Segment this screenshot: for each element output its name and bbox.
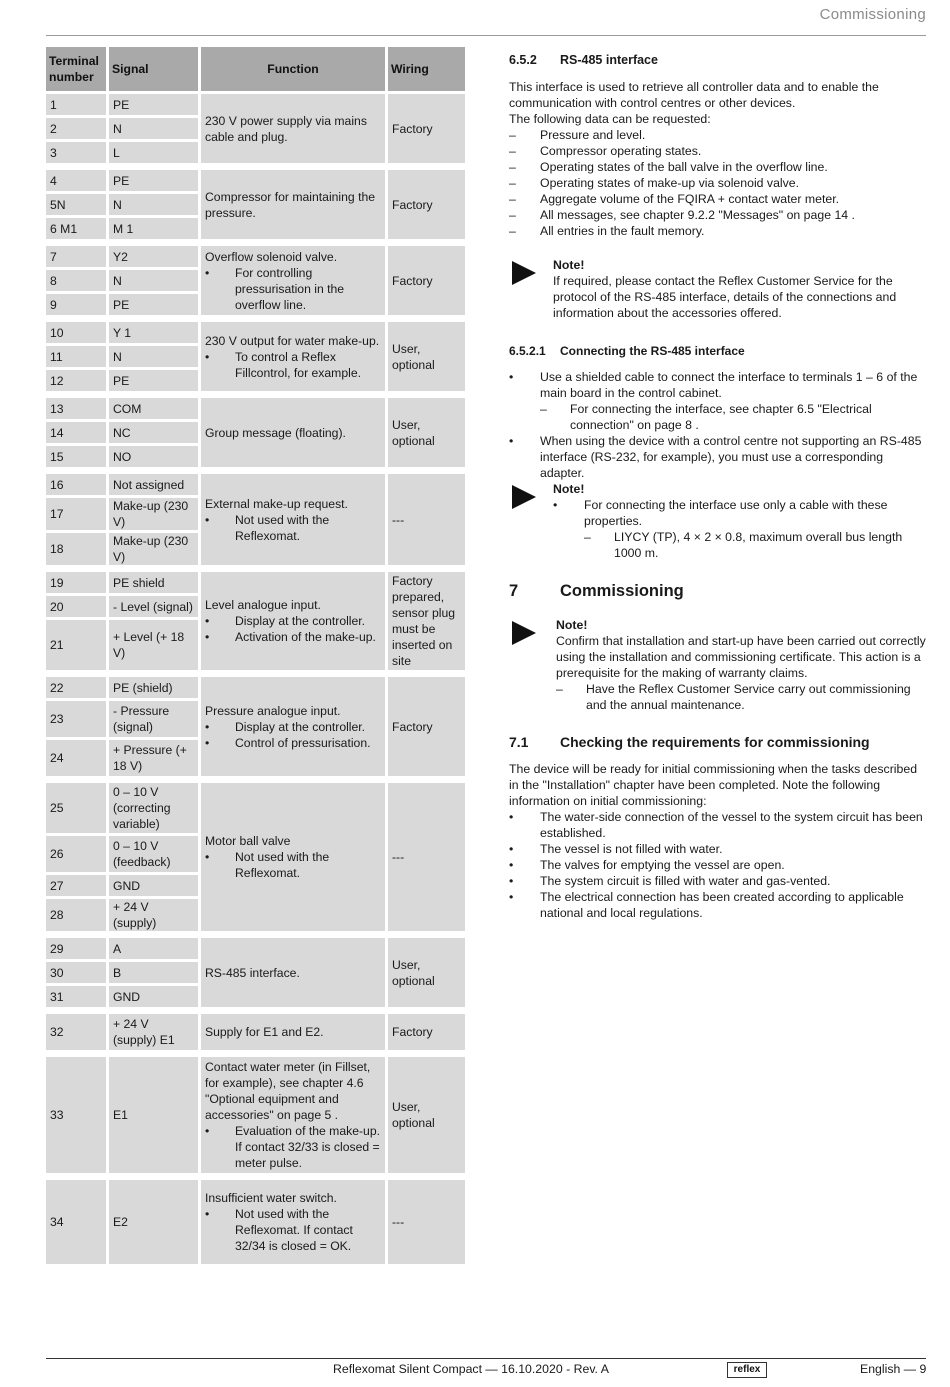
terminal-cell: 27 [46,875,106,896]
function-cell: 230 V power supply via mains cable and plug. [201,94,385,163]
terminal-cell: 23 [46,701,106,737]
list-item: – Operating states of make-up via solenoid valve. [509,175,929,191]
list-item: – Operating states of the ball valve in the overflow line. [509,159,929,175]
terminal-cell: 5N [46,194,106,215]
list-item: • The system circuit is filled with water and gas-vented. [509,873,929,889]
terminal-cell: 31 [46,986,106,1007]
table-row [46,94,465,115]
list-item: • The vessel is not filled with water. [509,841,929,857]
table-row [46,398,465,419]
wiring-cell: Factory [388,170,465,239]
terminal-cell: 13 [46,398,106,419]
signal-cell: N [109,346,198,367]
note-rs485: Note! If required, please contact the Reflex Customer Service for the protocol of the RS-485 interface, details of the connections and information about the accessories offered. [509,257,929,321]
table-header-row [46,47,465,91]
signal-cell: GND [109,986,198,1007]
signal-cell: A [109,938,198,959]
function-cell: Compressor for maintaining the pressure. [201,170,385,239]
table-row [46,572,465,593]
terminal-cell: 9 [46,294,106,315]
signal-cell: Not assigned [109,474,198,495]
wiring-cell: User, optional [388,938,465,1007]
requirements-list [509,809,929,921]
reflex-logo: reflex [727,1362,767,1378]
footer-document-title: Reflexomat Silent Compact — 16.10.2020 - Rev. A [333,1362,609,1376]
paragraph: The following data can be requested: [509,112,711,126]
signal-cell: - Level (signal) [109,596,198,617]
function-cell: 230 V output for water make-up. • To control a Reflex Fillcontrol, for example. [201,322,385,391]
signal-cell: N [109,194,198,215]
table-row [46,1057,465,1173]
terminal-table [43,44,468,1267]
list-item: • Use a shielded cable to connect the interface to terminals 1 – 6 of the main board in the control cabinet. – For connecting the interface, see chapter 6.5 "Electrical connection" on page 8 . [509,369,929,433]
table-row [46,677,465,698]
col-signal-header: Signal [109,47,198,91]
signal-cell: B [109,962,198,983]
section-checking [509,734,929,921]
signal-cell: Make-up (230 V) [109,533,198,565]
terminal-cell: 29 [46,938,106,959]
wiring-cell: --- [388,1180,465,1264]
signal-cell: E2 [109,1180,198,1264]
signal-cell: + Level (+ 18 V) [109,620,198,670]
list-item: – All messages, see chapter 9.2.2 "Messages" on page 14 . [509,207,929,223]
terminal-cell: 3 [46,142,106,163]
wiring-cell: Factory [388,94,465,163]
note-arrow-icon [512,621,536,645]
terminal-cell: 20 [46,596,106,617]
signal-cell: N [109,118,198,139]
function-cell: Group message (floating). [201,398,385,467]
function-cell: Supply for E1 and E2. [201,1014,385,1050]
page-header-title: Commissioning [819,6,926,23]
signal-cell: PE [109,294,198,315]
requestable-data-list [509,127,929,239]
table-row [46,246,465,267]
section-heading: 6.5.2.1 Connecting the RS-485 interface [509,344,745,358]
terminal-cell: 18 [46,533,106,565]
function-cell: Contact water meter (in Fillset, for example), see chapter 4.6 "Optional equipment and accessories" on page 5 . • Evaluation of the make-up. If contact 32/33 is closed = meter pulse. [201,1057,385,1173]
signal-cell: Y 1 [109,322,198,343]
wiring-cell: Factory [388,246,465,315]
terminal-cell: 14 [46,422,106,443]
function-cell: Motor ball valve • Not used with the Reflexomat. [201,783,385,931]
wiring-cell: Factory [388,1014,465,1050]
terminal-cell: 32 [46,1014,106,1050]
function-cell: External make-up request. • Not used with the Reflexomat. [201,474,385,565]
chapter-heading: 7 Commissioning [509,582,684,600]
terminal-cell: 7 [46,246,106,267]
footer-page-number: English — 9 [860,1362,927,1376]
terminal-cell: 16 [46,474,106,495]
paragraph: This interface is used to retrieve all controller data and to enable the communication with control centres or other devices. [509,80,879,110]
table-row [46,938,465,959]
list-subitem: – LIYCY (TP), 4 × 2 × 0.8, maximum overall bus length 1000 m. [584,529,929,561]
signal-cell: M 1 [109,218,198,239]
list-subitem: – For connecting the interface, see chapter 6.5 "Electrical connection" on page 8 . [540,401,929,433]
function-cell: Pressure analogue input. • Display at the controller. • Control of pressurisation. [201,677,385,776]
list-item: • The water-side connection of the vessel to the system circuit has been established. [509,809,929,841]
wiring-cell: User, optional [388,398,465,467]
note-connecting: Note! • For connecting the interface use only a cable with these properties. – LIYCY (TP), 4 × 2 × 0.8, maximum overall bus length 1000 m. [509,481,929,561]
table-row [46,170,465,191]
section-heading: 7.1 Checking the requirements for commissioning [509,734,870,750]
signal-cell: - Pressure (signal) [109,701,198,737]
signal-cell: + Pressure (+ 18 V) [109,740,198,776]
signal-cell: PE [109,370,198,391]
terminal-cell: 25 [46,783,106,833]
section-rs485 [509,52,929,239]
terminal-cell: 22 [46,677,106,698]
table-row [46,322,465,343]
terminal-cell: 30 [46,962,106,983]
wiring-cell: Factory prepared, sensor plug must be inserted on site [388,572,465,670]
terminal-cell: 8 [46,270,106,291]
terminal-cell: 21 [46,620,106,670]
signal-cell: N [109,270,198,291]
paragraph: The device will be ready for initial commissioning when the tasks described in the "Installation" chapter have been completed. Note the following information on initial commissioning: [509,762,918,808]
terminal-cell: 24 [46,740,106,776]
signal-cell: E1 [109,1057,198,1173]
wiring-cell: User, optional [388,1057,465,1173]
table-row [46,1180,465,1264]
note-arrow-icon [512,485,536,509]
terminal-cell: 26 [46,836,106,872]
list-item: – Compressor operating states. [509,143,929,159]
signal-cell: NC [109,422,198,443]
list-item: – Pressure and level. [509,127,929,143]
function-cell: RS-485 interface. [201,938,385,1007]
signal-cell: COM [109,398,198,419]
signal-cell: GND [109,875,198,896]
terminal-cell: 12 [46,370,106,391]
signal-cell: PE shield [109,572,198,593]
terminal-cell: 33 [46,1057,106,1173]
signal-cell: 0 – 10 V (correcting variable) [109,783,198,833]
note-arrow-icon [512,261,536,285]
footer-rule [46,1358,926,1359]
table-row [46,474,465,495]
signal-cell: Make-up (230 V) [109,498,198,530]
terminal-cell: 1 [46,94,106,115]
note-commissioning: Note! Confirm that installation and start-up have been carried out correctly using the installation and commissioning certificate. This action is a prerequisite for the making of warranty claims. – Have the Reflex Customer Service carry out commissioning and the annual maintenance. [509,617,929,713]
wiring-cell: --- [388,783,465,931]
section-commissioning [509,583,929,599]
terminal-cell: 17 [46,498,106,530]
terminal-cell: 19 [46,572,106,593]
section-connecting [509,343,929,481]
function-cell: Level analogue input. • Display at the controller. • Activation of the make-up. [201,572,385,670]
list-subitem: – Have the Reflex Customer Service carry out commissioning and the annual maintenance. [556,681,929,713]
terminal-cell: 10 [46,322,106,343]
signal-cell: Y2 [109,246,198,267]
terminal-cell: 28 [46,899,106,931]
header-rule [46,35,926,36]
function-cell: Overflow solenoid valve. • For controlling pressurisation in the overflow line. [201,246,385,315]
signal-cell: + 24 V (supply) E1 [109,1014,198,1050]
signal-cell: PE [109,170,198,191]
list-item: • The valves for emptying the vessel are open. [509,857,929,873]
wiring-cell: User, optional [388,322,465,391]
terminal-cell: 4 [46,170,106,191]
col-wiring-header: Wiring [388,47,465,91]
terminal-cell: 15 [46,446,106,467]
terminal-cell: 11 [46,346,106,367]
table-row [46,783,465,833]
col-terminal-header: Terminal number [46,47,106,91]
list-item: – All entries in the fault memory. [509,223,929,239]
signal-cell: PE [109,94,198,115]
terminal-cell: 34 [46,1180,106,1264]
table-row [46,1014,465,1050]
list-item: • When using the device with a control centre not supporting an RS-485 interface (RS-232, for example), you must use a corresponding adapter. [509,433,929,481]
list-item: • The electrical connection has been created according to applicable national and local regulations. [509,889,929,921]
wiring-cell: --- [388,474,465,565]
wiring-cell: Factory [388,677,465,776]
signal-cell: + 24 V (supply) [109,899,198,931]
function-cell: Insufficient water switch. • Not used with the Reflexomat. If contact 32/34 is closed = OK. [201,1180,385,1264]
terminal-cell: 2 [46,118,106,139]
connecting-list [509,369,929,481]
signal-cell: 0 – 10 V (feedback) [109,836,198,872]
section-heading: 6.5.2 RS-485 interface [509,53,658,67]
signal-cell: L [109,142,198,163]
list-item: – Aggregate volume of the FQIRA + contact water meter. [509,191,929,207]
signal-cell: PE (shield) [109,677,198,698]
signal-cell: NO [109,446,198,467]
col-function-header: Function [201,47,385,91]
terminal-cell: 6 M1 [46,218,106,239]
